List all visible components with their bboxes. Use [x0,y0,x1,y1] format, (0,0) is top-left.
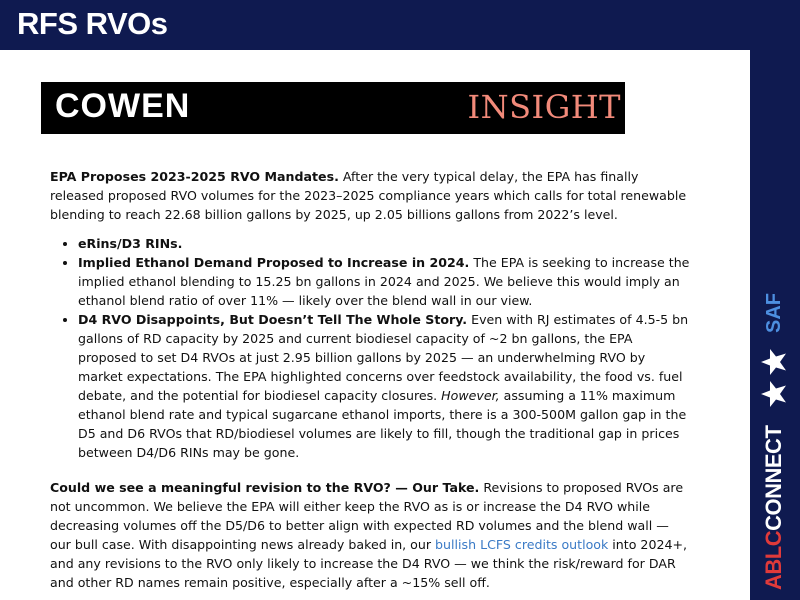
slide-title: RFS RVOs [17,6,168,41]
brand-ablc: ABLC [761,530,786,590]
bullet-text: Even with RJ estimates of 4.5-5 bn gallons of RD capacity by 2025 and current biodiesel capacity of ~2 bn gallons, the EPA proposed to set D4 RVOs at just 2.95 billion gallons by 2025 — an underwhelming RVO by market expectations. The EPA highlighted concerns over feedstock availability, the food vs. fuel debate, and the potential for biodiesel capacity closures. [78,312,689,403]
our-take-heading: Could we see a meaningful revision to the RVO? — Our Take. [50,480,480,495]
bullet-item [78,310,690,462]
insight-label: INSIGHT [467,88,621,126]
our-take-paragraph [50,478,690,592]
cowen-insight-banner [41,82,625,134]
bullet-heading: eRins/D3 RINs. [78,236,183,251]
saf-label: SAF [763,293,785,333]
article-body [50,167,690,592]
bullet-text: The EPA is seeking to increase the implied ethanol blending to 15.25 bn gallons in 2024 and 2025. We believe this would imply an ethanol blend ratio of over 11% — likely over the blend wall in our view. [78,255,690,308]
bullet-heading: Implied Ethanol Demand Proposed to Increase in 2024. [78,255,470,270]
our-take-text: Revisions to proposed RVOs are not uncommon. We believe the EPA will either keep the RVO as is or increase the D4 RVO while decreasing volumes off the D5/D6 to better align with expected RD volumes and the blend wall — our bull case. With disappointing news already baked in, our [50,480,684,552]
stars-icon [759,346,791,410]
ablc-connect-logo [761,426,787,590]
bullet-item [78,234,690,253]
header-bar [0,0,800,50]
bullet-heading: D4 RVO Disappoints, But Doesn’t Tell The Whole Story. [78,312,468,327]
bullet-text-after: assuming a 11% maximum ethanol blend rate and typical sugarcane ethanol imports, there is a 300-500M gallon gap in the D5 and D6 RVOs that RD/biodiesel volumes are likely to fill, though the traditional gap in prices between D4/D6 RINs may be gone. [78,388,687,460]
intro-paragraph [50,167,690,224]
cowen-logo: COWEN [55,87,191,125]
brand-connect: CONNECT [761,425,786,531]
our-take-text-after: into 2024+, and any revisions to the RVO only likely to increase the D4 RVO — we think the risk/reward for DAR and other RD names remain positive, especially after a ~15% sell off. [50,537,688,590]
bullet-item [78,253,690,310]
intro-heading: EPA Proposes 2023-2025 RVO Mandates. [50,169,339,184]
bullet-italic: However, [441,388,500,403]
bullet-list [50,234,690,462]
lcfs-outlook-link[interactable]: bullish LCFS credits outlook [435,537,609,552]
intro-text: After the very typical delay, the EPA has finally released proposed RVO volumes for the 2023–2025 compliance years which calls for total renewable blending to reach 22.68 billion gallons by 2025, up 2.05 billions gallons from 2022’s level. [50,169,687,222]
